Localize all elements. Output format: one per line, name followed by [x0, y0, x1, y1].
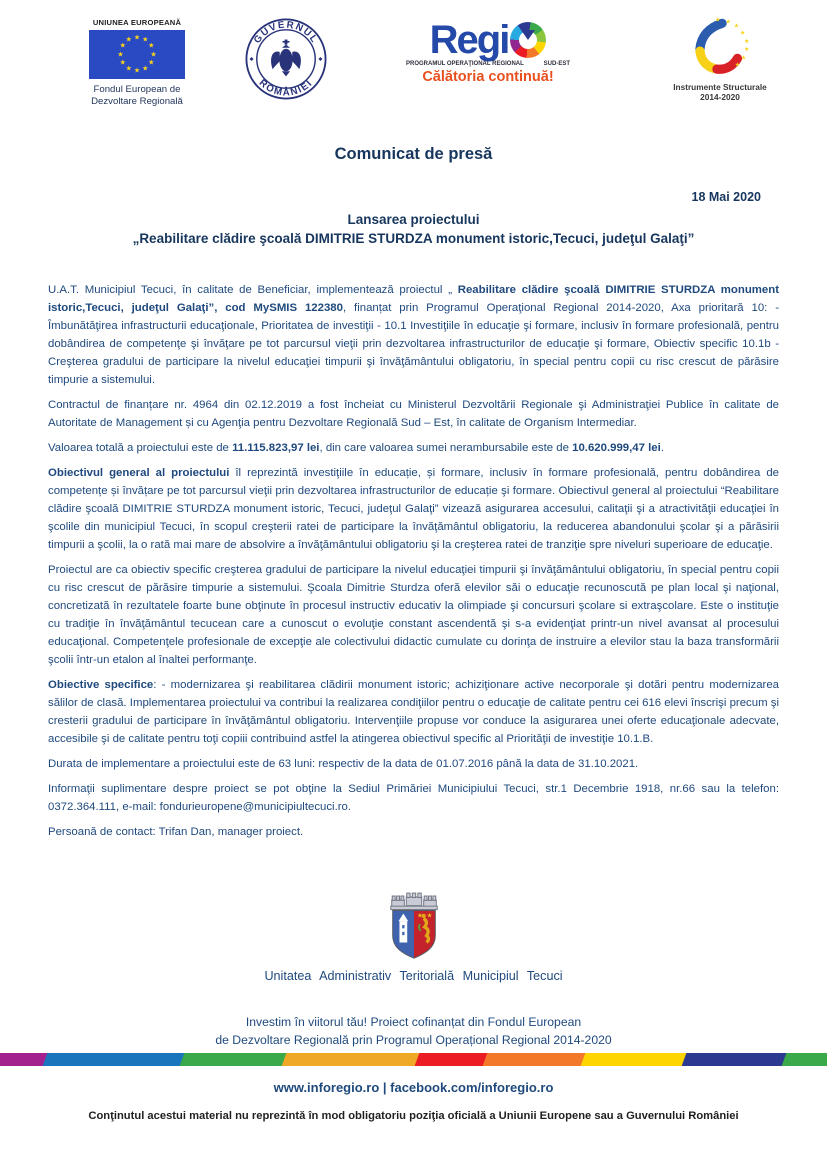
seal-bottom-text: ROMÂNIEI: [256, 77, 316, 99]
seal-eagle-emblem: [271, 40, 301, 77]
stripe-segment: [282, 1053, 427, 1066]
regio-region-label: SUD-EST: [543, 61, 570, 67]
document-date: 18 Mai 2020: [691, 190, 761, 204]
structural-instruments-logo: [650, 16, 790, 102]
regio-o-wheel-icon: [510, 22, 546, 58]
svg-text:★: ★: [426, 912, 432, 920]
header-logos: [0, 16, 827, 116]
svg-text:★: ★: [739, 29, 746, 37]
regio-tagline: Călătoria continuă!: [422, 69, 554, 85]
svg-text:★: ★: [743, 37, 750, 45]
structural-instruments-label: Instrumente Structurale 2014-2020: [673, 82, 767, 102]
paragraph: Obiective specifice: - modernizarea şi reabilitarea clădirii monument istoric; achiziţionare active necorporale şi dotări pentru modernizarea sălilor de clasă. Implementarea proiectului va contribui la realizarea condiţiilor pentru o educaţie de calitate pentru cei 616 elevi înscrişi precum şi cresterii gradului de participare în învăţământul obligatoriu. Intervenţiile propuse vor conduce la asigurarea unei oferte educaţionale adecvate, accesibile şi de calitate pentru toţi copiii contribuind astfel la atingerea obiectivul specific al Priorităţii de investiţie 10.1.B.: [48, 679, 779, 745]
page-title: Comunicat de presă: [334, 145, 493, 163]
eu-star-icon: ★: [133, 34, 141, 42]
paragraph: U.A.T. Municipiul Tecuci, în calitate de Beneficiar, implementează proiectul „ Reabilitare clădire şcoală DIMITRIE STURDZA monument istoric,Tecuci, judeţul Galaţi”, cod MySMIS 122380, finanțat prin Programul Operaţional Regional 2014-2020, Axa prioritară 10: - Îmbunătăţirea infrastructurii educaţionale, Prioritatea de investiţii - 10.1 Investiţiile în educaţie şi formare, inclusiv în formare profesională, pentru dobândirea de competenţe şi învăţare pe tot parcursul vieţii prin dezvoltarea infrastructurilor de educaţie şi formare, Obiectiv specific 10.1b - Creşterea gradului de participare la nivelul educaţiei timpurii şi învăţământului obligatoriu, în special pentru copii cu risc crescut de părăsire timpurie a sistemului.: [48, 284, 779, 386]
romanian-government-seal-icon: [245, 18, 327, 100]
regio-arrow-icon: [521, 30, 535, 40]
eu-logo-title: UNIUNEA EUROPEANĂ: [92, 18, 182, 27]
svg-text:★: ★: [743, 46, 750, 54]
paragraph: Obiectivul general al proiectului îl reprezintă investiţiile în educație, și formare, inclusiv în formare profesională, pentru dobândirea de competențe și învățare pe tot parcursul vieţii prin dezvoltarea infrastructurilor de educație şi formare. Obiectivul general al proiectului “Reabilitare clădire şcoală DIMITRIE STURDZA monument istoric, Tecuci, judeţul Galaţi” vizează asigurarea accesului, calitaţii şi a atractivităţii educaţiei în şcolile din municipiul Tecuci, în scopul creşterii ratei de participare la învăţământul obligatoriu, la reducerea abandonului şcolar şi a părăsirii timpurii a şcolii, la o rată mai mare de absolvire a învăţământului obligatoriu şi la creşterea ratei de tranziţie spre niveluri superioare de educaţie.: [48, 467, 779, 551]
eu-star-icon: ★: [148, 59, 155, 67]
svg-text:★: ★: [734, 61, 741, 69]
structural-instruments-swoosh-icon: [684, 16, 756, 76]
svg-text:★: ★: [725, 18, 731, 26]
svg-text:★: ★: [740, 54, 747, 62]
eu-star-icon: ★: [148, 42, 155, 50]
eu-star-icon: ★: [142, 36, 149, 44]
svg-text:★: ★: [715, 16, 721, 24]
paragraph: Valoarea totală a proiectului este de 11.115.823,97 lei, din care valoarea sumei nerambursabile este de 10.620.999,47 lei.: [48, 442, 664, 454]
paragraph: Persoană de contact: Trifan Dan, manager proiect.: [48, 826, 304, 838]
tecuci-coat-of-arms-icon: [0, 891, 827, 963]
eu-star-icon: ★: [119, 42, 126, 50]
eu-star-icon: ★: [142, 65, 149, 73]
eu-flag-stars: [89, 30, 185, 79]
stripe-segment: [581, 1053, 694, 1066]
uat-label: Unitatea Administrativ Teritorială Municipiul Tecuci: [264, 969, 563, 983]
body-paragraphs: [48, 281, 779, 848]
paragraph: Durata de implementare a proiectului este de 63 luni: respectiv de la data de 01.07.2016 până la data de 31.10.2021.: [48, 758, 639, 770]
eu-star-icon: ★: [133, 67, 141, 75]
eu-star-icon: ★: [150, 51, 157, 58]
eu-star-icon: ★: [125, 36, 132, 44]
disclaimer: Conţinutul acestui material nu reprezintă în mod obligatoriu poziţia oficială a Uniunii Europene sau a Guvernului României: [88, 1110, 739, 1122]
svg-text:★: ★: [733, 22, 740, 30]
stripe-segment: [483, 1053, 593, 1066]
project-name-heading: „Reabilitare clădire şcoală DIMITRIE STURDZA monument istoric,Tecuci, judeţul Galaţi”: [132, 231, 695, 246]
eu-flag-icon: [89, 30, 185, 79]
regio-wordmark: Regi: [404, 20, 572, 60]
regio-program-label: PROGRAMUL OPERAŢIONAL REGIONAL: [406, 61, 524, 67]
eu-star-icon: ★: [119, 59, 126, 67]
inforegio-links[interactable]: www.inforegio.ro | facebook.com/inforegio.ro: [273, 1080, 554, 1095]
stripe-segment: [682, 1053, 794, 1066]
eu-logo-subtitle: Fondul European de Dezvoltare Regională: [91, 84, 183, 107]
project-launch-heading: Lansarea proiectului: [347, 212, 480, 227]
stripe-segment: [180, 1053, 294, 1066]
stripe-segment: [782, 1053, 827, 1066]
paragraph: Informaţii suplimentare despre proiect se pot obţine la Sediul Primăriei Municipiului Tecuci, str.1 Decembrie 1918, nr.66 sau la telefon: 0372.364.111, e-mail: fondurieuropene@municipiultecuci.ro.: [48, 783, 779, 813]
paragraph: Proiectul are ca obiectiv specific creşterea gradului de participare la nivelul educaţiei timpurii şi învăţământului obligatoriu, în special pentru copii cu risc crescut de părăsire timpurie a sistemului. Şcoala Dimitrie Sturdza oferă elevilor săi o educaţie recunoscută pe plan local şi naţional, concretizată în rezultatele foarte bune obţinute în procesul instructiv educativ la olimpiade şi concursuri şcolare si extraşcolare. Este o instituţie cu tradiţie în învăţământul tecucean care a cunoscut o evoluţie constant ascendentă şi s-a evidenţiat printr-un nivel avansat al procesului educaţional. Competenţele profesionale de excepţie ale colectivului didactic cumulate cu dorinţa de instruire a elevilor stau la baza transformării şcolii într-un etalon al înaltei performanţe.: [48, 564, 779, 666]
regio-logo: [404, 20, 572, 85]
eu-star-icon: ★: [125, 65, 132, 73]
eu-star-icon: ★: [117, 51, 124, 58]
eu-logo: [82, 18, 192, 107]
stripe-segment: [43, 1053, 192, 1066]
paragraph: Contractul de finanțare nr. 4964 din 02.12.2019 a fost încheiat cu Ministerul Dezvoltării Regionale şi Administraţiei Publice în calitate de Autoritate de Management și cu Agenţia pentru Dezvoltare Regională Sud – Est, în calitate de Organism Intermediar.: [48, 399, 779, 429]
rainbow-stripe: [0, 1053, 827, 1066]
svg-text:★: ★: [416, 912, 423, 920]
svg-text:ROMÂNIEI: [257, 77, 315, 98]
cofinancing-statement: Investim în viitorul tău! Proiect cofinanțat din Fondul European de Dezvoltare Regională prin Programul Operațional Regional 2014-2020: [215, 1015, 612, 1047]
seal-top-text: GUVERNUL: [251, 19, 321, 46]
